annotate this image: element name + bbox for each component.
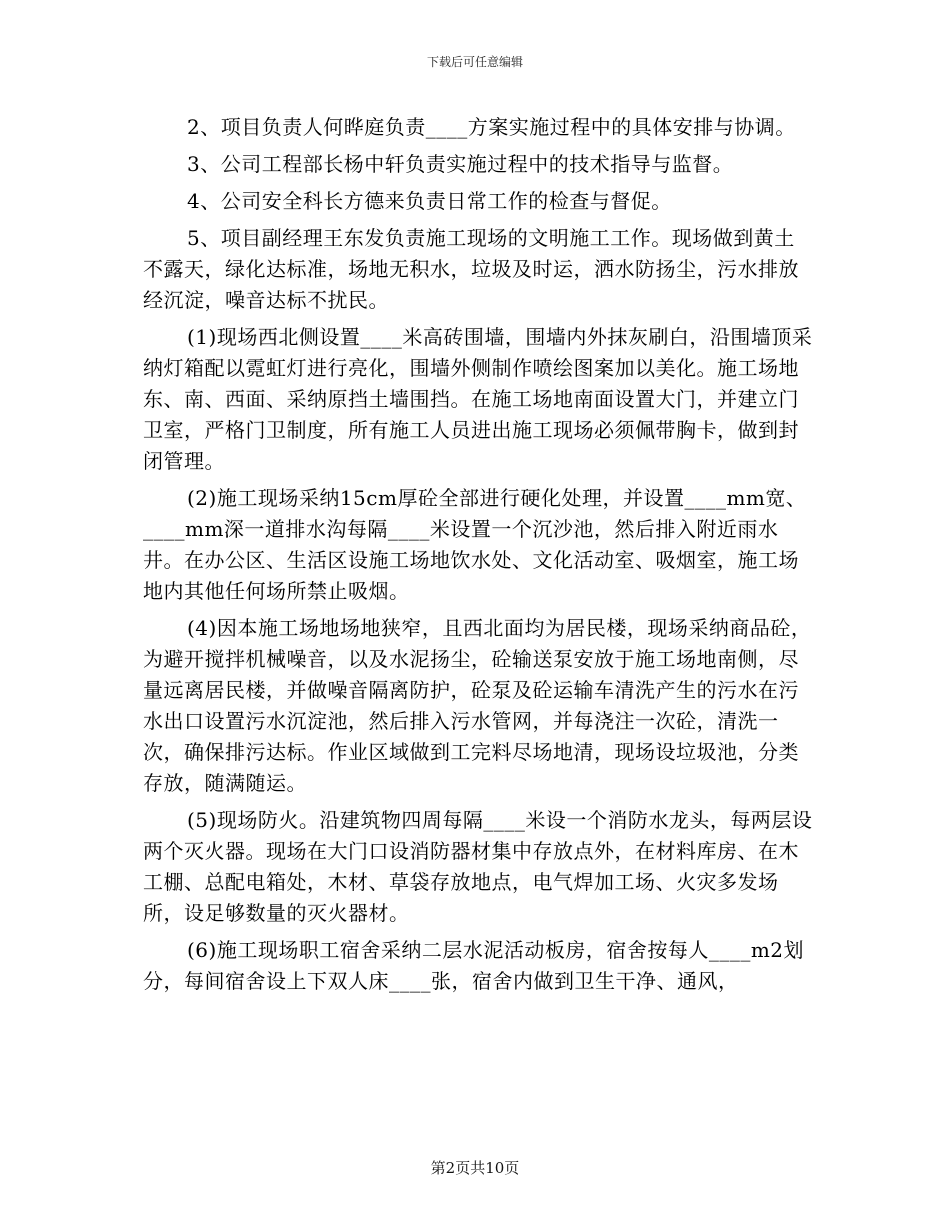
paragraph-item-4: 4、公司安全科长方德来负责日常工作的检查与督促。 [187, 189, 672, 213]
paragraph-item-2: 2、项目负责人何晔庭负责____方案实施过程中的具体安排与协调。 [187, 115, 796, 139]
paragraph-sub-5: (5)现场防火。沿建筑物四周每隔____米设一个消防水龙头，每两层设两个灭火器。现场在大门口设消防器材集中存放点外，在材料库房、在木工棚、总配电箱处，木材、草袋存放地点，电气焊加工场、火灾多发场所，设足够数量的灭火器材。 [143, 808, 813, 925]
paragraph-item-3: 3、公司工程部长杨中轩负责实施过程中的技术指导与监督。 [187, 152, 734, 176]
paragraph-sub-4: (4)因本施工场地场地狭窄，且西北面均为居民楼，现场采纳商品砼，为避开搅拌机械噪音，以及水泥扬尘，砼输送泵安放于施工场地南侧，尽量远离居民楼，并做噪音隔离防护，砼泵及砼运输车清洗产生的污水在污水出口设置污水沉淀池，然后排入污水管网，并每浇注一次砼，清洗一次，确保排污达标。作业区域做到工完料尽场地清，现场设垃圾池，分类存放，随满随运。 [143, 616, 812, 795]
paragraph-sub-2: (2)施工现场采纳15cm厚砼全部进行硬化处理，并设置____mm宽、____mm深一道排水沟每隔____米设置一个沉沙池，然后排入附近雨水井。在办公区、生活区设施工场地饮水处、文化活动室、吸烟室，施工场地内其他任何场所禁止吸烟。 [143, 486, 807, 603]
paragraph-sub-1: (1)现场西北侧设置____米高砖围墙，围墙内外抹灰刷白，沿围墙顶采纳灯箱配以霓虹灯进行亮化，围墙外侧制作喷绘图案加以美化。施工场地东、南、西面、采纳原挡土墙围挡。在施工场地南面设置大门，并建立门卫室，严格门卫制度，所有施工人员进出施工现场必须佩带胸卡，做到封闭管理。 [143, 325, 813, 473]
document-body [143, 112, 815, 997]
paragraph-item-5: 5、项目副经理王东发负责施工现场的文明施工工作。现场做到黄土不露天，绿化达标准，场地无积水，垃圾及时运，洒水防扬尘，污水排放经沉淀，噪音达标不扰民。 [143, 226, 799, 312]
paragraph-sub-6: (6)施工现场职工宿舍采纳二层水泥活动板房，宿舍按每人____m2划分，每间宿舍设上下双人床____张，宿舍内做到卫生干净、通风， [143, 938, 805, 993]
page-number-footer: 第2页共10页 [430, 1159, 520, 1177]
page-header: 下载后可任意编辑 [426, 55, 523, 69]
